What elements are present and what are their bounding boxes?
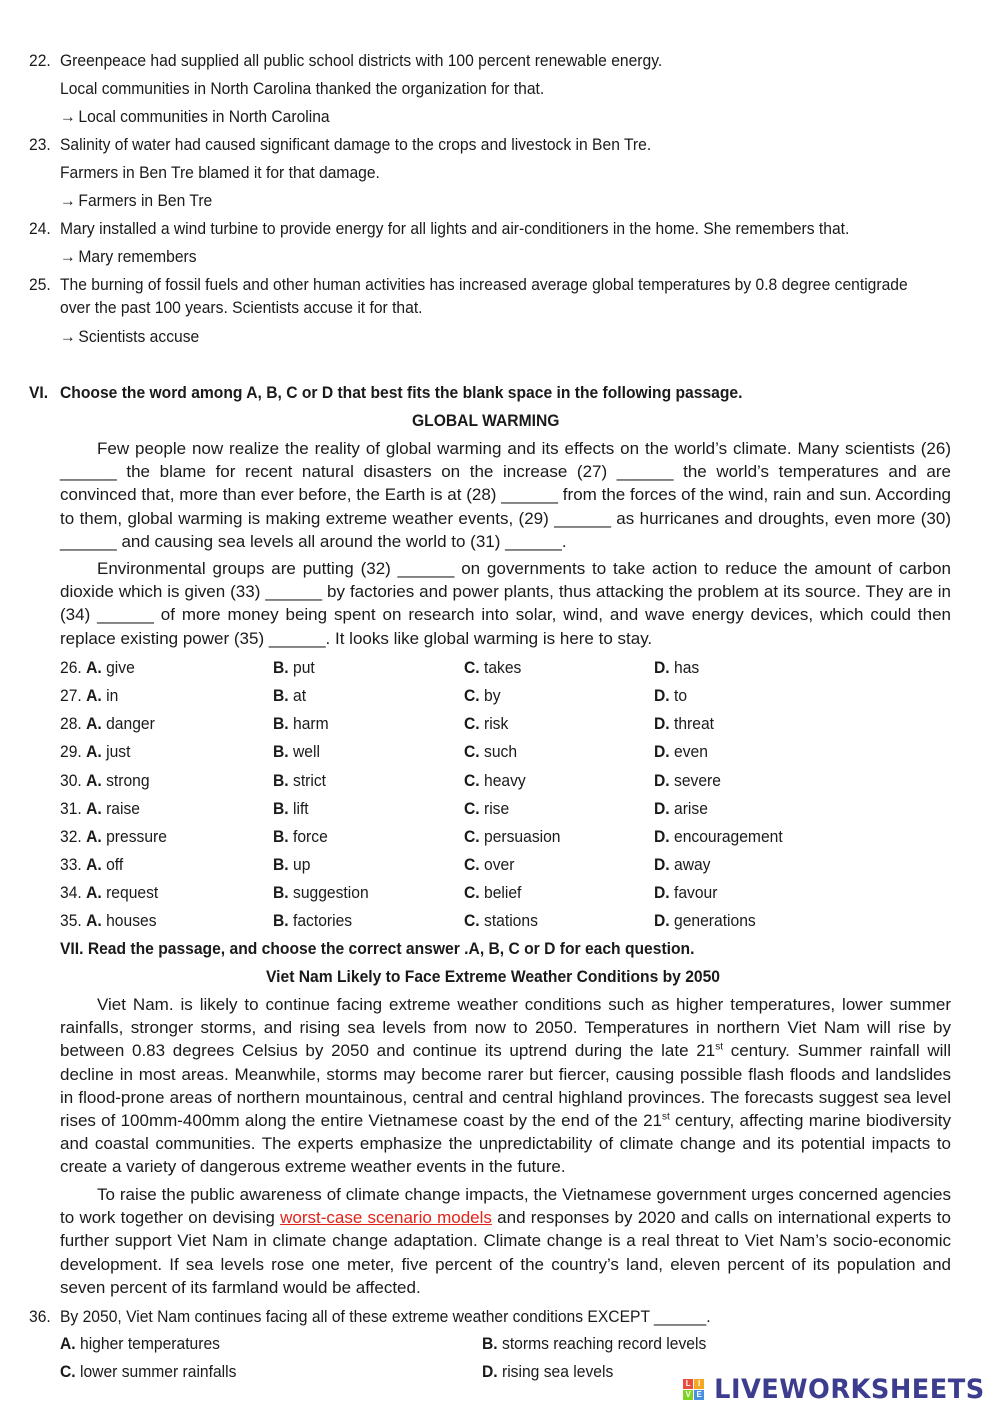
option-c[interactable]: C. persuasion [464, 827, 561, 846]
option-b[interactable]: B. suggestion [273, 883, 369, 902]
passage-paragraph: Environmental groups are putting (32) ______ on governments to take action to reduce the amount of carbon dioxide which is given (33) ______ by factories and power plants, thus attacking the problem at its source. They are in (34) ______ of more money being spent on research into solar, wind, and wave energy devices, which could then replace existing power (35) ______. It looks like global warming is here to stay. [60, 559, 951, 648]
item-number: 24. [29, 219, 51, 238]
option-a[interactable]: 34. A. request [60, 883, 159, 902]
option-b[interactable]: B. at [273, 686, 307, 705]
arrow-right-icon: → [60, 107, 76, 126]
logo-square: V [683, 1390, 693, 1400]
section-vi-label: VI. [29, 383, 49, 402]
logo-square: E [694, 1390, 704, 1400]
option-a[interactable]: 28. A. danger [60, 714, 155, 733]
option-a[interactable]: 30. A. strong [60, 771, 150, 790]
arrow-right-icon: → [60, 247, 76, 266]
highlighted-link[interactable]: worst-case scenario models [280, 1208, 492, 1228]
question-number: 33. [60, 855, 82, 874]
logo-square: L [683, 1379, 693, 1389]
option-b[interactable]: B. lift [273, 799, 309, 818]
passage-title: GLOBAL WARMING [412, 411, 560, 430]
section-vi-instruction: Choose the word among A, B, C or D that best fits the blank space in the following passage. [60, 383, 743, 402]
option-a[interactable]: 26. A. give [60, 658, 135, 677]
item-sentence: Farmers in Ben Tre blamed it for that damage. [60, 163, 380, 182]
option-b[interactable]: B. well [273, 742, 320, 761]
question-number: 26. [60, 658, 82, 677]
option-d[interactable]: D. even [654, 742, 708, 761]
logo-square: I [694, 1379, 704, 1389]
rewrite-prompt: → Scientists accuse [60, 327, 200, 346]
answer-option-d[interactable]: D. rising sea levels [482, 1362, 614, 1381]
option-c[interactable]: C. stations [464, 911, 538, 930]
option-b[interactable]: B. force [273, 827, 328, 846]
option-d[interactable]: D. threat [654, 714, 715, 733]
item-sentence: Mary installed a wind turbine to provide energy for all lights and air-conditioners in the home. She remembers that. [60, 219, 850, 238]
arrow-right-icon: → [60, 327, 76, 346]
option-d[interactable]: D. generations [654, 911, 756, 930]
option-d[interactable]: D. away [654, 855, 711, 874]
option-c[interactable]: C. belief [464, 883, 522, 902]
option-a[interactable]: 35. A. houses [60, 911, 157, 930]
question-number: 36. [29, 1307, 51, 1326]
option-d[interactable]: D. favour [654, 883, 718, 902]
option-b[interactable]: B. up [273, 855, 311, 874]
brand-name: LIVEWORKSHEETS [714, 1373, 985, 1405]
passage-paragraph: Few people now realize the reality of global warming and its effects on the world’s climate. Many scientists (26) ______ the blame for recent natural disasters on the increase (27) ______ the world’s temperatures and are convinced that, more than ever before, the Earth is at (28) ______ from the forces of the wind, rain and sun. According to them, global warming is making extreme weather events, (29) ______ as hurricanes and droughts, even more (30) ______ and causing sea levels all around the world to (31) ______. [60, 439, 951, 551]
option-c[interactable]: C. heavy [464, 771, 526, 790]
question-text: By 2050, Viet Nam continues facing all of these extreme weather conditions EXCEPT ______. [60, 1307, 711, 1326]
option-c[interactable]: C. by [464, 686, 501, 705]
item-sentence: over the past 100 years. Scientists accuse it for that. [60, 298, 423, 317]
option-b[interactable]: B. harm [273, 714, 329, 733]
option-b[interactable]: B. factories [273, 911, 353, 930]
item-sentence: The burning of fossil fuels and other human activities has increased average global temperatures by 0.8 degree centigrade [60, 275, 908, 294]
option-c[interactable]: C. risk [464, 714, 509, 733]
item-sentence: Salinity of water had caused significant damage to the crops and livestock in Ben Tre. [60, 135, 652, 154]
option-c[interactable]: C. takes [464, 658, 522, 677]
option-a[interactable]: 31. A. raise [60, 799, 141, 818]
option-d[interactable]: D. severe [654, 771, 721, 790]
option-b[interactable]: B. put [273, 658, 315, 677]
option-c[interactable]: C. over [464, 855, 515, 874]
question-number: 32. [60, 827, 82, 846]
question-number: 27. [60, 686, 82, 705]
option-a[interactable]: 33. A. off [60, 855, 124, 874]
option-d[interactable]: D. encouragement [654, 827, 783, 846]
item-number: 22. [29, 51, 51, 70]
passage-title: Viet Nam Likely to Face Extreme Weather Conditions by 2050 [266, 967, 721, 986]
question-number: 35. [60, 911, 82, 930]
arrow-right-icon: → [60, 191, 76, 210]
question-number: 29. [60, 742, 82, 761]
item-sentence: Greenpeace had supplied all public school districts with 100 percent renewable energy. [60, 51, 663, 70]
option-c[interactable]: C. such [464, 742, 518, 761]
liveworksheets-logo [683, 1371, 992, 1407]
item-sentence: Local communities in North Carolina thanked the organization for that. [60, 79, 545, 98]
question-number: 28. [60, 714, 82, 733]
answer-option-c[interactable]: C. lower summer rainfalls [60, 1362, 237, 1381]
passage-paragraph: Viet Nam. is likely to continue facing extreme weather conditions such as higher temperatures, lower summer rainfalls, stronger storms, and rising sea levels from now to 2050. Temperatures in northern Viet Nam will rise by between 0.83 degrees Celsius by 2050 and continue its uptrend during the late 21st century. Summer rainfall will decline in most areas. Meanwhile, storms may become rarer but fiercer, causing possible flash floods and landslides in flood-prone areas of northern mountainous, central and central highland provinces. The forecasts suggest sea level rises of 100mm-400mm along the entire Vietnamese coast by the end of the 21st century, affecting marine biodiversity and coastal communities. The experts emphasize the unpredictability of climate change and its potential impacts to create a variety of dangerous extreme weather events in the future. [60, 995, 951, 1177]
rewrite-prompt: → Local communities in North Carolina [60, 107, 330, 126]
option-c[interactable]: C. rise [464, 799, 510, 818]
answer-option-a[interactable]: A. higher temperatures [60, 1334, 220, 1353]
question-number: 31. [60, 799, 82, 818]
answer-option-b[interactable]: B. storms reaching record levels [482, 1334, 707, 1353]
rewrite-prompt: → Mary remembers [60, 247, 197, 266]
option-a[interactable]: 27. A. in [60, 686, 119, 705]
rewrite-prompt: → Farmers in Ben Tre [60, 191, 213, 210]
liveworksheets-mark-icon [683, 1379, 704, 1400]
option-b[interactable]: B. strict [273, 771, 327, 790]
option-a[interactable]: 32. A. pressure [60, 827, 167, 846]
option-d[interactable]: D. arise [654, 799, 708, 818]
option-a[interactable]: 29. A. just [60, 742, 131, 761]
passage-paragraph: To raise the public awareness of climate change impacts, the Vietnamese government urges concerned agencies to work together on devising worst-case scenario models and responses by 2020 and calls on international experts to further support Viet Nam in climate change adaptation. Climate change is a real threat to Viet Nam’s socio-economic development. If sea levels rose one meter, five percent of the country’s land, eleven percent of its population and seven percent of its farmland would be affected. [60, 1185, 951, 1297]
option-d[interactable]: D. to [654, 686, 688, 705]
question-number: 30. [60, 771, 82, 790]
item-number: 23. [29, 135, 51, 154]
option-d[interactable]: D. has [654, 658, 700, 677]
item-number: 25. [29, 275, 51, 294]
question-number: 34. [60, 883, 82, 902]
section-vii-instruction: VII. Read the passage, and choose the correct answer .A, B, C or D for each question. [60, 939, 695, 958]
